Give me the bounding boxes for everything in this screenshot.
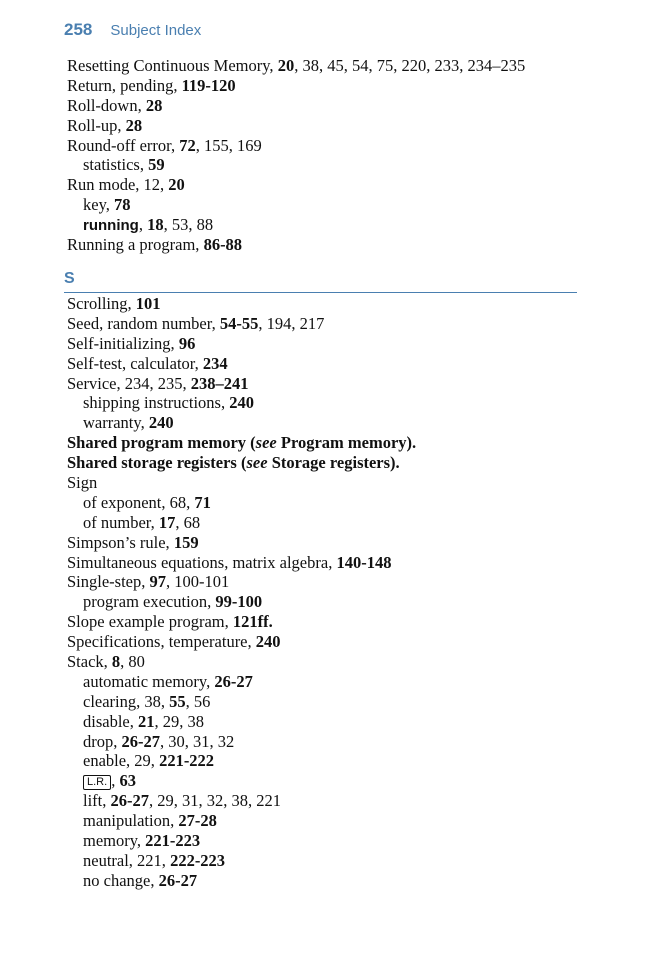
- entry-text: drop,: [83, 731, 122, 751]
- page-ref-bold: 8: [111, 652, 121, 672]
- page-ref-bold: 140-148: [336, 552, 392, 572]
- page-ref-bold: 240: [255, 632, 281, 652]
- entry-text: Sign: [67, 473, 98, 493]
- index-entry: [67, 175, 627, 195]
- page-number: 258: [64, 20, 93, 39]
- page-ref-bold: 221-223: [145, 831, 201, 851]
- page-ref-bold: 26-27: [110, 791, 149, 811]
- page-ref-bold: 27-28: [178, 811, 217, 831]
- lr-key-icon: L.R.: [83, 775, 111, 790]
- index-entry: [67, 116, 627, 136]
- index-subentry: [67, 771, 627, 791]
- page-ref-bold: 26-27: [214, 671, 253, 691]
- page-ref-bold: 17: [158, 512, 176, 532]
- entry-text: Resetting Continuous Memory,: [67, 56, 278, 75]
- entry-text: , 29, 31, 32, 38, 221: [149, 791, 281, 811]
- entry-text: manipulation,: [83, 811, 179, 831]
- index-subentry: [67, 751, 627, 771]
- index-entry: [67, 652, 627, 672]
- page-ref-bold: 72: [179, 135, 196, 155]
- page-ref-bold: 59: [148, 155, 165, 175]
- section-letter: S: [64, 270, 75, 287]
- index-entry: [67, 453, 627, 473]
- page-ref-bold: 221-222: [159, 751, 215, 771]
- page-ref-bold: 222-223: [170, 850, 226, 870]
- index-entry: [67, 533, 627, 553]
- entry-text: Roll-down,: [67, 95, 146, 115]
- entry-text: , 100-101: [166, 572, 230, 592]
- index-entry: [67, 473, 627, 493]
- entry-text: clearing, 38,: [83, 691, 170, 711]
- page-ref-bold: 21: [138, 711, 155, 731]
- index-entry: [67, 374, 627, 394]
- entry-text: neutral, 221,: [83, 850, 171, 870]
- page-header: [64, 20, 201, 42]
- entry-text: automatic memory,: [83, 671, 215, 691]
- entry-text: lift,: [83, 791, 111, 811]
- entry-text: Round-off error,: [67, 135, 180, 155]
- index-subentry: [67, 513, 627, 533]
- entry-text: Running a program,: [67, 235, 204, 255]
- page-ref-bold: 97: [149, 572, 166, 592]
- page-ref-bold: 26-27: [158, 870, 198, 890]
- entry-text: memory,: [83, 831, 146, 851]
- index-subentry: [67, 672, 627, 692]
- page-ref-bold: 55: [169, 691, 186, 711]
- page-ref-bold: 99-100: [215, 592, 263, 612]
- index-entry: [67, 354, 627, 374]
- entry-text: Single-step,: [67, 572, 150, 592]
- page-ref-bold: 78: [114, 195, 131, 215]
- page-ref-bold: 26-27: [121, 731, 160, 751]
- page-ref-bold: 119-120: [181, 75, 236, 95]
- page-ref-bold: 86-88: [203, 235, 243, 255]
- entry-text: ,: [111, 771, 120, 791]
- page-ref-bold: 28: [145, 95, 163, 115]
- index-entry: [67, 56, 627, 76]
- entry-text: , 38, 45, 54, 75, 220, 233, 234–235: [294, 56, 526, 75]
- index-subentry: [67, 851, 627, 871]
- entry-text: Service, 234, 235,: [67, 373, 191, 393]
- entry-text: Self-test, calculator,: [67, 353, 203, 373]
- index-subentry: [67, 195, 627, 215]
- page-ref-bold: 18: [147, 215, 164, 235]
- index-entry: [67, 96, 627, 116]
- index-subentry: [67, 393, 627, 413]
- entry-text: Roll-up,: [67, 115, 126, 135]
- page-ref-bold: 234: [202, 353, 228, 373]
- page-ref-bold: 20: [168, 175, 185, 195]
- index-subentry: [67, 413, 627, 433]
- entry-text: , 53, 88: [163, 215, 214, 235]
- index-entry: [67, 572, 627, 592]
- page-title: Subject Index: [110, 22, 202, 39]
- page-ref-bold: 71: [194, 492, 211, 512]
- page-ref-bold: 238–241: [190, 373, 249, 393]
- entry-text: Slope example program,: [67, 612, 233, 632]
- entry-text: ,: [138, 215, 148, 235]
- index-subentry: [67, 871, 627, 891]
- entry-text: , 68: [175, 512, 201, 532]
- page-ref-bold: 159: [173, 532, 199, 552]
- index-entry: [67, 612, 627, 632]
- entry-text: program execution,: [83, 592, 216, 612]
- page-ref-bold: 28: [125, 115, 143, 135]
- index-subentry: [67, 215, 627, 235]
- index-entry: [67, 433, 627, 453]
- index-subentry: [67, 791, 627, 811]
- entry-text: Stack,: [67, 652, 112, 672]
- index-entry: [67, 136, 627, 156]
- section-heading-s: [64, 270, 577, 293]
- key-label: running: [83, 217, 139, 235]
- entry-text: Simultaneous equations, matrix algebra,: [67, 552, 337, 572]
- see-reference: see: [255, 433, 277, 453]
- index-entry: [67, 235, 627, 255]
- entry-text: enable, 29,: [83, 751, 160, 771]
- entry-text: Run mode, 12,: [67, 175, 169, 195]
- index-subentry: [67, 811, 627, 831]
- entry-text: , 80: [120, 652, 145, 672]
- entry-text: , 194, 217: [258, 313, 325, 333]
- entry-text: , 155, 169: [195, 135, 262, 155]
- entry-text: of number,: [83, 512, 159, 532]
- index-entry: [67, 76, 627, 96]
- page-ref-bold: 54-55: [219, 313, 259, 333]
- index-subentry: [67, 692, 627, 712]
- see-reference: see: [246, 453, 268, 473]
- entry-text: Simpson’s rule,: [67, 532, 174, 552]
- index-entry: [67, 632, 627, 652]
- entry-text: , 29, 38: [154, 711, 204, 731]
- entry-text: Seed, random number,: [67, 313, 220, 333]
- index-entry: [67, 294, 627, 314]
- index-subentry: [67, 592, 627, 612]
- entry-text: disable,: [83, 711, 138, 731]
- index-entry: [67, 334, 627, 354]
- entry-text: Self-initializing,: [67, 333, 179, 353]
- entry-text: Specifications, temperature,: [67, 632, 256, 652]
- entry-text: of exponent, 68,: [83, 492, 195, 512]
- section-r-entries: [67, 56, 627, 255]
- page-ref-bold: 121ff.: [232, 612, 273, 632]
- entry-text: shipping instructions,: [83, 393, 230, 413]
- index-subentry: [67, 493, 627, 513]
- page-ref-bold: 20: [277, 56, 295, 75]
- page-ref-bold: Program memory).: [276, 433, 417, 453]
- page-ref-bold: 240: [148, 413, 174, 433]
- page-ref-bold: 101: [135, 294, 161, 313]
- entry-text: , 30, 31, 32: [160, 731, 235, 751]
- entry-text: Scrolling,: [67, 294, 136, 313]
- page-ref-bold: Storage registers).: [267, 453, 400, 473]
- page-ref-bold: 63: [119, 771, 136, 791]
- entry-text: statistics,: [83, 155, 149, 175]
- index-subentry: [67, 831, 627, 851]
- page-ref-bold: Shared storage registers (: [67, 453, 247, 473]
- index-subentry: [67, 155, 627, 175]
- page-ref-bold: 240: [229, 393, 254, 413]
- index-entry: [67, 314, 627, 334]
- index-entry: [67, 553, 627, 573]
- page-ref-bold: 96: [178, 333, 196, 353]
- page-ref-bold: Shared program memory (: [67, 433, 256, 453]
- entry-text: key,: [83, 195, 115, 215]
- index-subentry: [67, 712, 627, 732]
- entry-text: Return, pending,: [67, 75, 182, 95]
- entry-text: warranty,: [83, 413, 149, 433]
- entry-text: , 56: [185, 691, 211, 711]
- index-subentry: [67, 732, 627, 752]
- section-s-entries: [67, 294, 627, 891]
- entry-text: no change,: [83, 870, 159, 890]
